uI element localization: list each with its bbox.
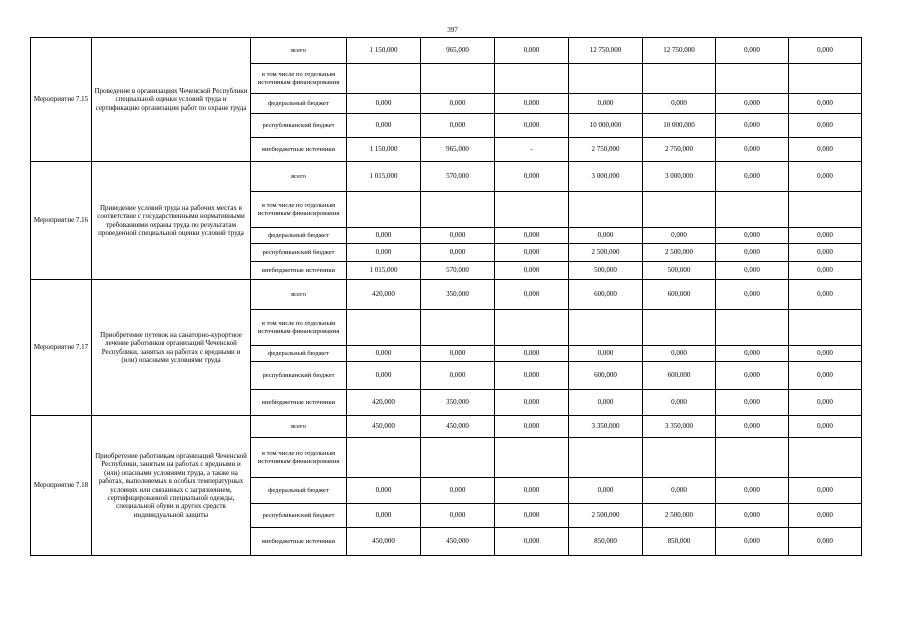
amount-cell: 0,000: [495, 228, 569, 244]
amount-cell: 10 000,000: [569, 114, 643, 138]
funding-source-label: федеральный бюджет: [251, 228, 347, 244]
amount-cell: [716, 64, 789, 94]
amount-cell: 0,000: [495, 362, 569, 390]
amount-cell: 600,000: [643, 280, 716, 310]
amount-cell: [347, 438, 421, 478]
amount-cell: 0,000: [421, 228, 495, 244]
amount-cell: 0,000: [716, 528, 789, 556]
amount-cell: [643, 438, 716, 478]
funding-source-label: республиканский бюджет: [251, 244, 347, 262]
amount-cell: 0,000: [347, 478, 421, 504]
amount-cell: [789, 438, 862, 478]
amount-cell: [643, 192, 716, 228]
funding-source-label: всего: [251, 280, 347, 310]
funding-source-label: в том числе по отдельным источникам финансирования: [251, 438, 347, 478]
amount-cell: 0,000: [789, 504, 862, 528]
measure-description: Приобретение путевок на санаторно-курортное лечение работников организаций Чеченской Республики, занятых на работах с вредными и (или) опасными условиями труда: [92, 280, 251, 416]
measure-code: Мероприятие 7.15: [31, 38, 92, 162]
amount-cell: 0,000: [495, 114, 569, 138]
amount-cell: 350,000: [421, 390, 495, 416]
amount-cell: 0,000: [495, 162, 569, 192]
amount-cell: [347, 310, 421, 346]
measure-description: Проведение в организациях Чеченской Республики специальной оценки условий труда и сертификацию организации работ по охране труда: [92, 38, 251, 162]
amount-cell: 0,000: [495, 478, 569, 504]
amount-cell: [643, 310, 716, 346]
amount-cell: 0,000: [569, 478, 643, 504]
amount-cell: 0,000: [789, 528, 862, 556]
table-row: [31, 38, 862, 64]
amount-cell: 420,000: [347, 390, 421, 416]
amount-cell: 2 500,000: [643, 504, 716, 528]
amount-cell: 0,000: [789, 114, 862, 138]
amount-cell: [421, 310, 495, 346]
amount-cell: 500,000: [569, 262, 643, 280]
budget-table-body: [31, 38, 862, 556]
amount-cell: 570,000: [421, 262, 495, 280]
amount-cell: 0,000: [495, 504, 569, 528]
amount-cell: 0,000: [421, 478, 495, 504]
amount-cell: 0,000: [569, 346, 643, 362]
amount-cell: 0,000: [495, 38, 569, 64]
amount-cell: [495, 310, 569, 346]
amount-cell: 1 015,000: [347, 262, 421, 280]
amount-cell: 1 150,000: [347, 38, 421, 64]
amount-cell: [643, 64, 716, 94]
funding-source-label: федеральный бюджет: [251, 94, 347, 114]
amount-cell: 0,000: [789, 38, 862, 64]
amount-cell: 3 350,000: [569, 416, 643, 438]
amount-cell: [569, 192, 643, 228]
amount-cell: [569, 310, 643, 346]
amount-cell: 0,000: [347, 504, 421, 528]
amount-cell: [789, 64, 862, 94]
amount-cell: [789, 310, 862, 346]
amount-cell: 965,000: [421, 138, 495, 162]
funding-source-label: всего: [251, 416, 347, 438]
amount-cell: [421, 64, 495, 94]
amount-cell: 0,000: [716, 390, 789, 416]
amount-cell: -: [495, 138, 569, 162]
amount-cell: 0,000: [347, 346, 421, 362]
amount-cell: 0,000: [716, 94, 789, 114]
amount-cell: 0,000: [789, 390, 862, 416]
amount-cell: 0,000: [789, 162, 862, 192]
amount-cell: 0,000: [716, 416, 789, 438]
budget-table: [30, 37, 862, 556]
funding-source-label: всего: [251, 38, 347, 64]
amount-cell: 0,000: [347, 362, 421, 390]
amount-cell: 0,000: [789, 416, 862, 438]
amount-cell: 0,000: [421, 346, 495, 362]
amount-cell: 3 350,000: [643, 416, 716, 438]
amount-cell: 350,000: [421, 280, 495, 310]
amount-cell: 0,000: [716, 280, 789, 310]
amount-cell: [495, 438, 569, 478]
amount-cell: 0,000: [716, 346, 789, 362]
funding-source-label: республиканский бюджет: [251, 362, 347, 390]
table-row: [31, 416, 862, 438]
measure-code: Мероприятие 7.16: [31, 162, 92, 280]
amount-cell: 0,000: [789, 244, 862, 262]
amount-cell: 0,000: [347, 94, 421, 114]
amount-cell: 0,000: [716, 362, 789, 390]
amount-cell: 420,000: [347, 280, 421, 310]
amount-cell: 0,000: [716, 262, 789, 280]
funding-source-label: в том числе по отдельным источникам финансирования: [251, 64, 347, 94]
amount-cell: [347, 64, 421, 94]
amount-cell: 0,000: [421, 504, 495, 528]
amount-cell: [789, 192, 862, 228]
amount-cell: 0,000: [495, 244, 569, 262]
funding-source-label: республиканский бюджет: [251, 114, 347, 138]
amount-cell: 0,000: [716, 138, 789, 162]
amount-cell: 2 500,000: [569, 504, 643, 528]
amount-cell: 0,000: [495, 528, 569, 556]
funding-source-label: внебюджетные источники: [251, 262, 347, 280]
amount-cell: 0,000: [569, 94, 643, 114]
amount-cell: 0,000: [569, 390, 643, 416]
funding-source-label: федеральный бюджет: [251, 478, 347, 504]
amount-cell: 0,000: [495, 390, 569, 416]
amount-cell: 10 000,000: [643, 114, 716, 138]
amount-cell: [716, 310, 789, 346]
amount-cell: 0,000: [789, 262, 862, 280]
amount-cell: 0,000: [643, 94, 716, 114]
amount-cell: 0,000: [789, 362, 862, 390]
amount-cell: 0,000: [716, 114, 789, 138]
amount-cell: 450,000: [347, 528, 421, 556]
measure-code: Мероприятие 7.17: [31, 280, 92, 416]
table-row: [31, 280, 862, 310]
amount-cell: 0,000: [421, 114, 495, 138]
page-number: 397: [447, 26, 458, 34]
amount-cell: 0,000: [421, 94, 495, 114]
amount-cell: 850,000: [569, 528, 643, 556]
funding-source-label: внебюджетные источники: [251, 138, 347, 162]
amount-cell: [716, 438, 789, 478]
amount-cell: [495, 64, 569, 94]
amount-cell: 1 150,000: [347, 138, 421, 162]
amount-cell: 0,000: [643, 346, 716, 362]
measure-description: Приобретение работникам организаций Чеченской Республики, занятым на работах с вредными и (или) опасными условиями труда, а также на работах, выполняемых в особых температурных условиях или связанных с загрязнением, сертифицированной специальной одежды, специальной обуви и других средств индивидуальной защиты: [92, 416, 251, 556]
amount-cell: 965,000: [421, 38, 495, 64]
amount-cell: 0,000: [716, 38, 789, 64]
amount-cell: 500,000: [643, 262, 716, 280]
amount-cell: 0,000: [643, 390, 716, 416]
amount-cell: 2 750,000: [643, 138, 716, 162]
amount-cell: 0,000: [716, 478, 789, 504]
amount-cell: 0,000: [495, 262, 569, 280]
amount-cell: 0,000: [495, 280, 569, 310]
amount-cell: 600,000: [569, 362, 643, 390]
amount-cell: 0,000: [347, 228, 421, 244]
amount-cell: 0,000: [789, 94, 862, 114]
amount-cell: 0,000: [789, 280, 862, 310]
amount-cell: 0,000: [789, 478, 862, 504]
amount-cell: 0,000: [643, 228, 716, 244]
amount-cell: 1 015,000: [347, 162, 421, 192]
amount-cell: 600,000: [569, 280, 643, 310]
amount-cell: 2 500,000: [643, 244, 716, 262]
amount-cell: 0,000: [716, 228, 789, 244]
amount-cell: 0,000: [716, 244, 789, 262]
funding-source-label: республиканский бюджет: [251, 504, 347, 528]
funding-source-label: всего: [251, 162, 347, 192]
amount-cell: 0,000: [495, 416, 569, 438]
amount-cell: [421, 192, 495, 228]
amount-cell: [347, 192, 421, 228]
funding-source-label: в том числе по отдельным источникам финансирования: [251, 192, 347, 228]
amount-cell: [716, 192, 789, 228]
amount-cell: 0,000: [347, 244, 421, 262]
amount-cell: 0,000: [789, 346, 862, 362]
amount-cell: 3 000,000: [643, 162, 716, 192]
table-row: [31, 162, 862, 192]
amount-cell: 0,000: [789, 228, 862, 244]
amount-cell: [421, 438, 495, 478]
measure-description: Приведение условий труда на рабочих местах в соответствие с государственными нормативными требованиями охраны труда по результатам проведенной специальной оценки условий труда: [92, 162, 251, 280]
amount-cell: 850,000: [643, 528, 716, 556]
funding-source-label: внебюджетные источники: [251, 390, 347, 416]
amount-cell: 0,000: [643, 478, 716, 504]
amount-cell: 600,000: [643, 362, 716, 390]
amount-cell: 0,000: [716, 162, 789, 192]
amount-cell: 570,000: [421, 162, 495, 192]
amount-cell: 0,000: [789, 138, 862, 162]
amount-cell: 0,000: [421, 244, 495, 262]
amount-cell: 0,000: [716, 504, 789, 528]
amount-cell: 2 750,000: [569, 138, 643, 162]
funding-source-label: внебюджетные источники: [251, 528, 347, 556]
amount-cell: 3 000,000: [569, 162, 643, 192]
amount-cell: [569, 438, 643, 478]
funding-source-label: федеральный бюджет: [251, 346, 347, 362]
amount-cell: 0,000: [569, 228, 643, 244]
amount-cell: [569, 64, 643, 94]
amount-cell: 0,000: [347, 114, 421, 138]
amount-cell: 0,000: [495, 346, 569, 362]
amount-cell: 450,000: [421, 528, 495, 556]
amount-cell: [495, 192, 569, 228]
amount-cell: 0,000: [421, 362, 495, 390]
amount-cell: 2 500,000: [569, 244, 643, 262]
amount-cell: 450,000: [421, 416, 495, 438]
amount-cell: 0,000: [495, 94, 569, 114]
funding-source-label: в том числе по отдельным источникам финансирования: [251, 310, 347, 346]
amount-cell: 12 750,000: [569, 38, 643, 64]
measure-code: Мероприятие 7.18: [31, 416, 92, 556]
amount-cell: 450,000: [347, 416, 421, 438]
amount-cell: 12 750,000: [643, 38, 716, 64]
